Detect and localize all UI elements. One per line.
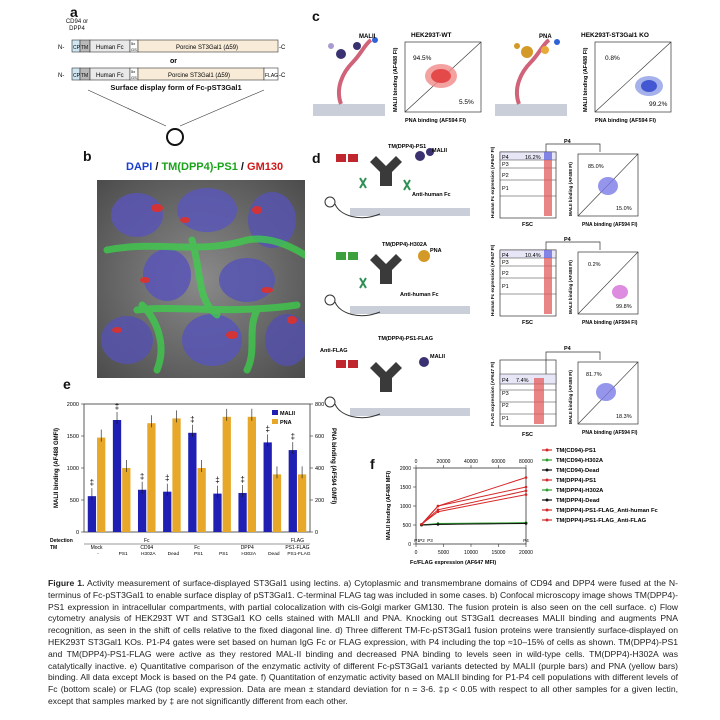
row1-q2: 15.0% (616, 206, 632, 212)
f-xtick: 5000 (437, 550, 450, 556)
row3-q2: 18.3% (616, 414, 632, 420)
row2-antifc: Anti-human Fc (400, 292, 439, 298)
plot1-q1: 94.5% (413, 55, 432, 62)
panel-d-letter: d (312, 150, 321, 166)
row1-malii: MALII (432, 148, 447, 154)
line-chart-f (376, 440, 712, 578)
c1-n: N- (58, 45, 65, 51)
c1-tm: TM (81, 45, 89, 51)
construct-diagram (58, 30, 298, 130)
e-marker: ‡ (265, 424, 270, 434)
bar-chart-e (48, 390, 338, 570)
e-ytick: 1000 (66, 466, 79, 472)
confocal-image (97, 180, 305, 378)
svg-text:P4: P4 (564, 139, 571, 145)
plot2-title: HEK293T-ST3Gal1 KO (581, 32, 649, 39)
e-detection-flag: FLAG (290, 538, 304, 544)
svg-text:PNA binding (AF594 FI): PNA binding (AF594 FI) (582, 320, 638, 326)
c2-flag: FLAG (265, 73, 279, 79)
row2-q1: 0.2% (588, 262, 601, 268)
e-marker: ‡ (290, 432, 296, 442)
e-tm-group: Mock (90, 545, 103, 551)
dapi-label: DAPI (126, 161, 153, 173)
svg-text:Human Fc expression (AF647 FI): Human Fc expression (AF647 FI) (490, 146, 495, 218)
row2-pct: 10.4% (525, 253, 541, 259)
f-xtick: 0 (414, 550, 418, 556)
f-ytick: 2000 (399, 466, 411, 472)
c1-st3gal1: Porcine ST3Gal1 (Δ59) (176, 45, 239, 51)
malii-label: MALII (359, 34, 376, 40)
svg-text:P3: P3 (502, 162, 509, 168)
f-point (525, 476, 528, 479)
row1-pct: 16.2% (525, 155, 541, 161)
e-marker: ‡ (89, 478, 95, 488)
svg-text:P4: P4 (502, 378, 509, 384)
row3-q1: 81.7% (586, 372, 602, 378)
e-legend-pna: PNA (280, 420, 292, 426)
e-bar-malii (289, 450, 297, 532)
e-tm-group: CD94 (140, 545, 154, 551)
e-detection-fc: Fc (143, 538, 150, 544)
row1-antifc: Anti-human Fc (412, 192, 451, 198)
svg-text:FSC: FSC (522, 432, 533, 438)
f-point (525, 493, 528, 496)
f-xtick-top: 20000 (436, 459, 451, 465)
e-tm-group: Fc (194, 545, 200, 551)
svg-text:P1: P1 (502, 284, 509, 290)
plot2-q1: 0.8% (605, 55, 620, 62)
e-bar-pna (197, 468, 205, 532)
e-bar-pna (223, 417, 231, 532)
f-point (420, 523, 423, 526)
e-legend-malii: MALII (280, 411, 295, 417)
e-bar-malii (88, 496, 96, 532)
e-bar-malii (264, 442, 272, 532)
f-ylabel: MALII binding (AF488 MFI) (386, 470, 392, 540)
f-point (437, 523, 440, 526)
svg-text:P4: P4 (502, 253, 509, 259)
panel-f-letter: f (370, 456, 375, 472)
c2-cp: CP (73, 73, 80, 79)
svg-text:P2: P2 (502, 173, 509, 179)
c2-st3gal1: Porcine ST3Gal1 (Δ59) (168, 73, 231, 79)
tm-label: TM(DPP4)-PS1 (161, 161, 238, 173)
e-ytick: 1500 (66, 434, 79, 440)
c1-cp: CP (73, 45, 80, 51)
plot1-xlabel: PNA binding (AF594 FI) (405, 118, 466, 124)
svg-text:P4: P4 (564, 237, 571, 243)
e-category: H302A (140, 552, 156, 557)
c1-gs: GS (131, 47, 137, 52)
f-point (525, 486, 528, 489)
e-bar-malii (113, 420, 121, 532)
e-y2tick: 800 (315, 402, 325, 408)
e-y2tick: 600 (315, 434, 325, 440)
c2-fc: Human Fc (96, 73, 124, 79)
f-legend-entry: TM(CD94)-Dead (556, 468, 600, 474)
f-xtick-top: 80000 (519, 459, 533, 465)
row1-q1: 85.0% (588, 164, 604, 170)
f-ytick: 1500 (399, 485, 411, 491)
e-category: PS1-FLAG (287, 552, 311, 557)
row2-pna: PNA (430, 248, 442, 254)
svg-text:P2: P2 (502, 403, 509, 409)
e-category: Dead (268, 552, 280, 557)
f-xtick-top: 0 (414, 459, 418, 465)
e-detection-label: Detection (50, 538, 73, 544)
e-y2label: PNA binding (AF594 GMFI) (330, 428, 336, 505)
f-point (437, 510, 440, 513)
f-xtick: 10000 (464, 550, 478, 556)
row2-label: TM(DPP4)-H302A (382, 242, 427, 248)
svg-text:P3: P3 (502, 391, 509, 397)
plot1-title: HEK293T-WT (411, 32, 452, 39)
e-tm-group: PS1-FLAG (285, 545, 310, 551)
cell-circle-icon (166, 128, 184, 146)
f-gate: P3 (427, 538, 433, 543)
plot1-q2: 5.5% (459, 99, 474, 106)
f-xlabel: Fc/FLAG expression (AF647 MFI) (410, 560, 497, 566)
e-bar-malii (163, 492, 171, 532)
f-gate: P2 (419, 538, 425, 543)
f-xtick-top: 40000 (464, 459, 478, 465)
f-legend-entry: TM(CD94)-PS1 (556, 448, 596, 454)
e-y2tick: 400 (315, 466, 325, 472)
row1-label: TM(DPP4)-PS1 (388, 144, 427, 150)
malii-lectin-icon (336, 49, 346, 59)
e-ylabel: MALII binding (AF488 GMFI) (54, 428, 60, 508)
e-tm-group: DPP4 (240, 545, 254, 551)
e-marker: ‡ (139, 471, 145, 481)
c1-fc: Human Fc (96, 45, 124, 51)
f-legend-entry: TM(CD94)-H302A (556, 458, 604, 464)
panel-e-letter: e (63, 376, 71, 392)
row3-label: TM(DPP4)-PS1-FLAG (378, 336, 433, 342)
e-marker: ‡ (190, 414, 195, 424)
e-bar-malii (213, 494, 221, 532)
f-frame (416, 468, 526, 544)
svg-text:P4: P4 (564, 346, 571, 352)
figure-caption (48, 578, 678, 708)
domain-label: CD94 or DPP4 (65, 19, 89, 32)
f-legend-entry: TM(DPP4)-Dead (556, 498, 600, 504)
panel-b-letter: b (83, 148, 92, 164)
pna-label: PNA (539, 34, 552, 40)
svg-text:P3: P3 (502, 260, 509, 266)
f-gate: P1 (414, 538, 420, 543)
e-marker: ‡ (215, 475, 220, 485)
construct-title: Surface display form of Fc-pST3Gal1 (110, 83, 242, 92)
e-tm-label: TM (50, 545, 58, 551)
panel-c-letter: c (312, 8, 320, 24)
e-bar-malii (138, 490, 146, 532)
caption-text: Activity measurement of surface-displayed ST3Gal1 using lectins. a) Cytoplasmic and transmembrane domains of CD94 and DPP4 were fused at the N-terminus of Fc-pST3Gal1 to enable surface display of pST3Gal1. C-terminal FLAG tag was included in some cases. b) Confocal microscopy image shows TM(DPP4)-PS1 expression in intracellular compartments, with partial colocalization with cis-Golgi marker GM130. The fusion protein is also seen on the cell surface. c) Flow cytometry analysis of HEK293T WT and ST3Gal1 KO cells stained with MALII and PNA. Knocking out ST3Gal1 decreases MALII binding and augments PNA recognition, as seen in the shift of cells relative to the fixed diagonal line. d) Three different TM-Fc-pST3Gal1 fusion proteins were transiently surface-displayed on HEK293T ST3Gal1 KOs. P1-P4 gates were set based on human IgG Fc or FLAG expression, with P4 including the top ≈10–15% of cells as shown. TM(DPP4)-PS1 and TM(DPP4)-PS1-FLAG were active as they restored MAL-II binding and decreased PNA binding to levels seen in wild-type cells. TM(DPP4)-H302A was catalytically inactive. e) Quantitative comparison of the enzymatic activity of different Fc-pST3Gal1 variants detected by MALII (purple bars) and PNA (yellow bars) binding. All data except Mock is based on the P4 gate. f) Quantitation of enzymatic activity based on MALII binding for P1-P4 cell populations with different levels of Fc (bottom scale) or FLAG (top scale) expression. Data are mean ± standard deviation for n = 3-6. ‡p < 0.05 with respect to all other samples for a given lectin, except that samples marked by ‡ are not significantly different from each other. (48, 578, 678, 706)
e-marker: ‡ (165, 473, 170, 483)
plot2-ylabel: MALII binding (AF488 FI) (583, 47, 589, 112)
flow-plots-c (313, 28, 713, 138)
gm130-label: GM130 (247, 161, 284, 173)
svg-text:FLAG expression (AF647 FI): FLAG expression (AF647 FI) (491, 361, 496, 426)
f-point (437, 505, 440, 508)
f-point (525, 490, 528, 493)
f-series-line (422, 478, 527, 525)
c2-n: N- (58, 73, 65, 79)
c2-c: -C (279, 73, 286, 79)
e-bar-pna (147, 423, 155, 532)
e-category: PS1 (219, 552, 229, 557)
svg-text:FSC: FSC (522, 320, 533, 326)
plot2-xlabel: PNA binding (AF594 FI) (595, 118, 656, 124)
row3-pct: 7.4% (516, 378, 529, 384)
f-legend-entry: TM(DPP4)-PS1 (556, 478, 597, 484)
svg-text:Human Fc expression (AF647 FI): Human Fc expression (AF647 FI) (490, 244, 495, 316)
e-category: PS1 (118, 552, 128, 557)
svg-text:FSC: FSC (522, 222, 533, 228)
svg-text:PNA binding (AF594 FI): PNA binding (AF594 FI) (582, 430, 638, 436)
f-xtick: 15000 (491, 550, 506, 556)
e-y2tick: 0 (315, 530, 319, 536)
e-ytick: 500 (69, 498, 79, 504)
e-bar-pna (248, 417, 256, 532)
svg-text:P1: P1 (502, 186, 509, 192)
c2-gs: GS (131, 75, 137, 80)
e-ytick: 2000 (66, 402, 79, 408)
c1-5x: 5x (131, 41, 136, 46)
plot2-q2: 99.2% (649, 101, 668, 108)
e-bar-malii (238, 493, 246, 532)
f-legend-entry: TM(DPP4)-H302A (556, 488, 604, 494)
e-bar-pna (97, 438, 105, 532)
svg-text:P2: P2 (502, 271, 509, 277)
e-bar-pna (298, 474, 306, 532)
c2-tm: TM (81, 73, 89, 79)
svg-text:MALII binding (AF488 FI): MALII binding (AF488 FI) (568, 260, 573, 314)
f-legend-entry: TM(DPP4)-PS1-FLAG_Anti-FLAG (556, 518, 647, 524)
f-ytick: 1000 (399, 504, 411, 510)
e-y2tick: 200 (315, 498, 325, 504)
e-ytick: 0 (75, 530, 79, 536)
e-bar-pna (172, 418, 180, 532)
svg-text:P4: P4 (502, 155, 509, 161)
f-point (525, 522, 528, 525)
e-marker: ‡ (114, 402, 120, 411)
c2-5x: 5x (131, 69, 136, 74)
f-xtick-top: 60000 (491, 459, 506, 465)
svg-text:MALII binding (AF488 FI): MALII binding (AF488 FI) (568, 162, 573, 216)
caption-lead: Figure 1. (48, 578, 85, 588)
e-bar-pna (273, 474, 281, 532)
svg-text:PNA binding (AF594 FI): PNA binding (AF594 FI) (582, 222, 638, 228)
svg-text:P1: P1 (502, 416, 509, 422)
e-category: - (97, 552, 99, 557)
panel-a-letter: a (70, 4, 78, 20)
svg-text:MALII binding (AF488 FI): MALII binding (AF488 FI) (568, 370, 573, 424)
f-ytick: 500 (402, 523, 411, 529)
f-legend-entry: TM(DPP4)-PS1-FLAG_Anti-human Fc (556, 508, 658, 514)
e-category: Dead (167, 552, 180, 557)
flow-plots-d (320, 138, 715, 453)
e-category: H302A (241, 552, 257, 557)
or-label: or (170, 58, 177, 65)
row3-malii: MALII (430, 354, 445, 360)
e-category: PS1 (193, 552, 204, 557)
pna-lectin-icon (521, 46, 533, 58)
row3-antiflag: Anti-FLAG (320, 348, 348, 354)
e-bar-pna (122, 468, 130, 532)
c1-c: -C (279, 45, 286, 51)
f-xtick: 20000 (519, 550, 533, 556)
f-gate: P4 (523, 538, 529, 543)
e-bar-malii (188, 433, 196, 532)
e-marker: ‡ (240, 474, 245, 484)
row2-q2: 99.8% (616, 304, 632, 310)
microscopy-title: DAPI / TM(DPP4)-PS1 / GM130 (126, 161, 284, 173)
plot1-ylabel: MALII binding (AF488 FI) (393, 47, 399, 112)
f-ytick: 0 (408, 542, 411, 548)
